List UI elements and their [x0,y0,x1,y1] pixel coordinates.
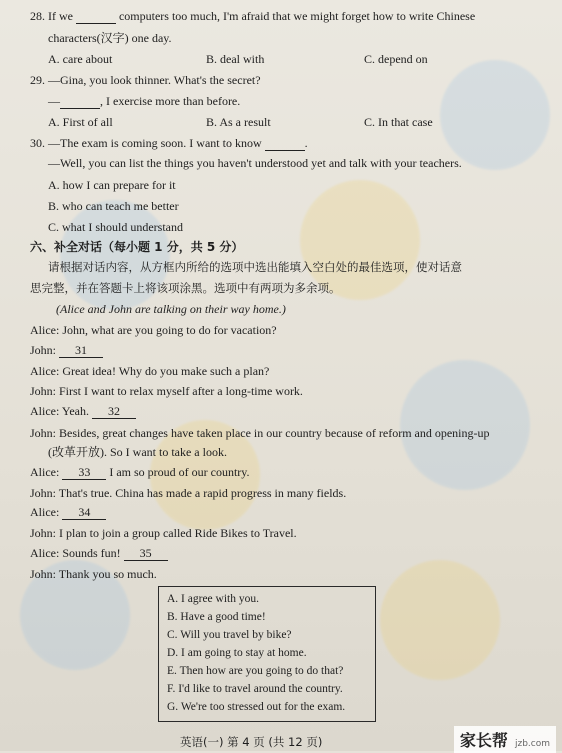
brand-name: 家长帮 [459,731,508,750]
page-footer: 英语(一) 第 4 页 (共 12 页) [180,735,323,749]
blank-34: 34 [62,505,106,520]
dialog-line-2 [30,342,103,358]
dialog-line-9 [30,504,106,520]
dialog-scene: (Alice and John are talking on their way home.) [56,302,286,316]
dialog-line-6: John: Besides, great changes have taken place in our country because of reform and opening-up [30,426,490,440]
blank-32: 32 [92,404,136,419]
q28-stem-line2: characters(汉字) one day. [48,31,172,45]
q30-blank [265,136,305,151]
speaker-alice: Alice: [30,505,60,519]
q29-option-b: B. As a result [206,115,271,129]
blank-35: 35 [124,546,168,561]
speaker-alice: Alice: Sounds fun! [30,546,121,560]
q30-option-a: A. how I can prepare for it [48,178,176,192]
option-g: G. We're too stressed out for the exam. [167,701,346,713]
option-b: B. Have a good time! [167,611,266,623]
q28-stem [30,8,475,24]
dialog-line-10: John: I plan to join a group called Ride Bikes to Travel. [30,526,297,540]
q30-stem-start: 30. —The exam is coming soon. I want to know [30,136,262,150]
dialog-line-3: Alice: Great idea! Why do you make such a plan? [30,364,270,378]
speaker-alice: Alice: Yeah. [30,404,89,418]
section-heading: 六、补全对话（每小题 1 分，共 5 分） [30,240,244,254]
blank-33: 33 [62,465,106,480]
q29-stem: 29. —Gina, you look thinner. What's the secret? [30,73,261,87]
option-c: C. Will you travel by bike? [167,629,292,641]
dialog-line-7-text: I am so proud of our country. [109,465,250,479]
section-instructions-line1: 请根据对话内容，从方框内所给的选项中选出能填入空白处的最佳选项，使对话意 [48,260,462,274]
q28-blank [76,9,116,24]
q30-stem: 30. —The exam is coming soon. I want to know . [30,136,308,150]
dialog-line-1: Alice: John, what are you going to do for vacation? [30,323,277,337]
watermark-blob [440,60,550,170]
dialog-line-8: John: That's true. China has made a rapid progress in many fields. [30,486,347,500]
option-e: E. Then how are you going to do that? [167,665,344,677]
dialog-line-6b: (改革开放). So I want to take a look. [48,445,227,459]
q29-stem-line2: — , I exercise more than before. [48,94,241,108]
speaker-alice: Alice: [30,465,60,479]
brand-url: jzb.com [514,739,550,749]
q29-option-c: C. In that case [364,115,433,129]
q30-option-c: C. what I should understand [48,220,183,234]
watermark-blob [380,560,500,680]
q29-option-a: A. First of all [48,115,113,129]
q28-stem-end: computers too much, I'm afraid that we might forget how to write Chinese [118,9,476,23]
q29-blank [60,94,100,109]
q30-option-b: B. who can teach me better [48,199,179,213]
q28-stem-start: 28. If we [30,9,73,23]
section-instructions-line2: 思完整，并在答题卡上将该项涂黑。选项中有两项为多余项。 [30,281,341,295]
q28-option-b: B. deal with [206,52,265,66]
dialog-line-11 [30,545,168,561]
dialog-line-7 [30,464,250,480]
dialog-line-5 [30,403,136,419]
dialog-line-4: John: First I want to relax myself after a long-time work. [30,384,303,398]
q28-option-c: C. depend on [364,52,428,66]
brand-watermark [454,726,556,753]
speaker-john: John: [30,343,57,357]
q30-stem-line2: —Well, you can list the things you haven't understood yet and talk with your teachers. [48,156,462,170]
dialog-line-12: John: Thank you so much. [30,567,157,581]
option-f: F. I'd like to travel around the country. [167,683,343,695]
option-d: D. I am going to stay at home. [167,647,307,659]
q29-stem-line2-text: , I exercise more than before. [100,94,241,108]
q28-option-a: A. care about [48,52,113,66]
options-box [158,586,376,722]
option-a: A. I agree with you. [167,593,259,605]
blank-31: 31 [59,343,103,358]
